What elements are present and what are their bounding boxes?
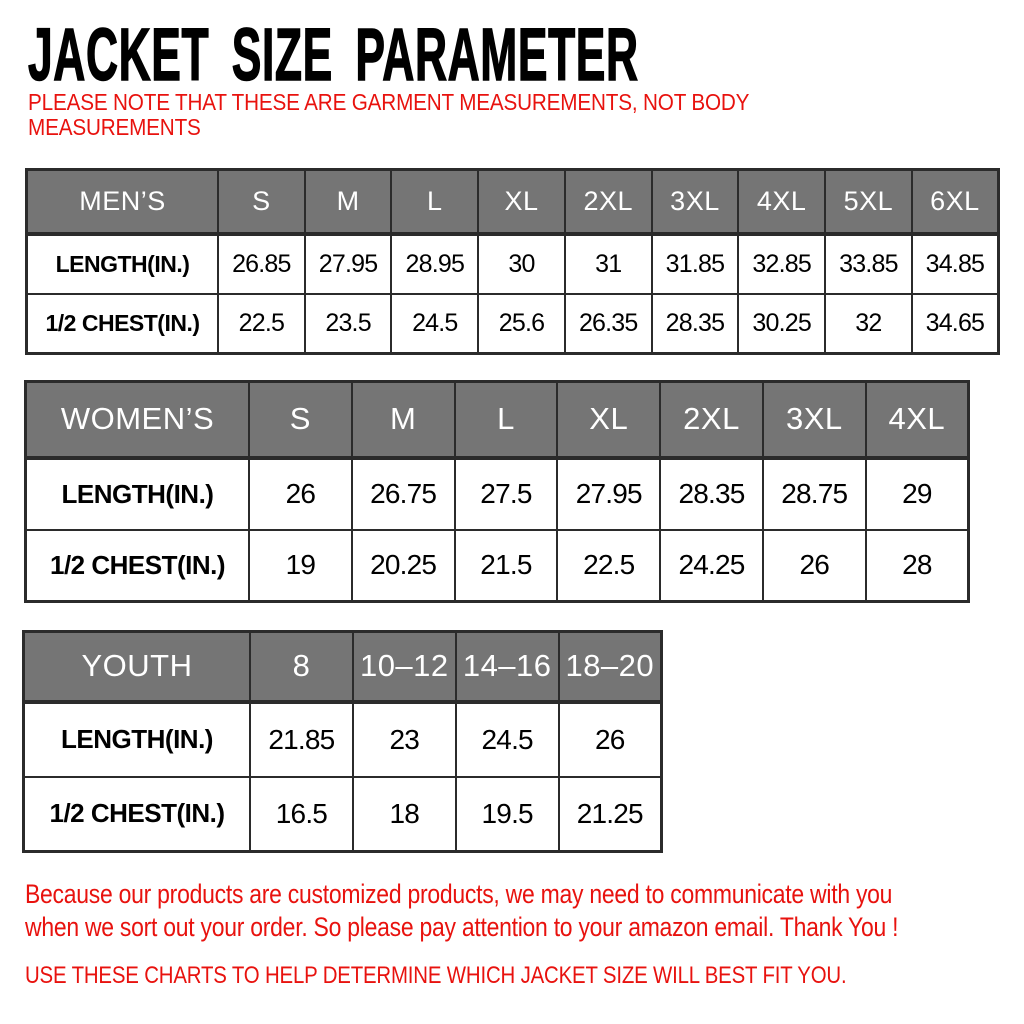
- measurement-value-cell: 33.85: [825, 234, 912, 294]
- measurement-row-label: 1/2 CHEST(IN.): [24, 777, 251, 852]
- measurement-value-cell: 34.85: [912, 234, 999, 294]
- size-column-header: 2XL: [660, 382, 763, 458]
- garment-measurement-note-line2: MEASUREMENTS: [28, 114, 201, 140]
- measurement-value-cell: 16.5: [250, 777, 353, 852]
- measurement-value-cell: 32: [825, 294, 912, 354]
- size-column-header: 3XL: [652, 170, 739, 234]
- measurement-value-cell: 22.5: [557, 530, 660, 602]
- measurement-value-cell: 26.35: [565, 294, 652, 354]
- fit-instruction-note: USE THESE CHARTS TO HELP DETERMINE WHICH JACKET SIZE WILL BEST FIT YOU.: [25, 962, 847, 989]
- table-group-header: WOMEN’S: [26, 382, 250, 458]
- size-column-header: 8: [250, 632, 353, 702]
- measurement-row: [27, 234, 999, 294]
- table-group-header: YOUTH: [24, 632, 251, 702]
- measurement-value-cell: 26.85: [218, 234, 305, 294]
- size-column-header: 4XL: [866, 382, 969, 458]
- measurement-value-cell: 28: [866, 530, 969, 602]
- customization-contact-note-line2: when we sort out your order. So please pay attention to your amazon email. Thank You !: [25, 912, 899, 942]
- measurement-row: [26, 530, 969, 602]
- measurement-value-cell: 26: [763, 530, 866, 602]
- measurement-row-label: LENGTH(IN.): [24, 702, 251, 777]
- measurement-value-cell: 19.5: [456, 777, 559, 852]
- measurement-row-label: 1/2 CHEST(IN.): [26, 530, 250, 602]
- size-column-header: XL: [557, 382, 660, 458]
- measurement-row-label: 1/2 CHEST(IN.): [27, 294, 219, 354]
- size-column-header: L: [455, 382, 558, 458]
- size-column-header: 6XL: [912, 170, 999, 234]
- measurement-value-cell: 28.35: [652, 294, 739, 354]
- measurement-value-cell: 27.95: [305, 234, 392, 294]
- garment-measurement-note: [28, 90, 749, 140]
- table-group-header: MEN’S: [27, 170, 219, 234]
- measurement-row-label: LENGTH(IN.): [27, 234, 219, 294]
- size-column-header: S: [249, 382, 352, 458]
- measurement-value-cell: 18: [353, 777, 456, 852]
- size-column-header: M: [352, 382, 455, 458]
- measurement-row: [27, 294, 999, 354]
- measurement-value-cell: 21.5: [455, 530, 558, 602]
- size-column-header: S: [218, 170, 305, 234]
- measurement-value-cell: 20.25: [352, 530, 455, 602]
- measurement-value-cell: 31.85: [652, 234, 739, 294]
- size-column-header: 5XL: [825, 170, 912, 234]
- page-title: [28, 13, 1024, 96]
- size-column-header: 10–12: [353, 632, 456, 702]
- size-column-header: 4XL: [738, 170, 825, 234]
- measurement-value-cell: 23.5: [305, 294, 392, 354]
- measurement-value-cell: 26.75: [352, 458, 455, 530]
- measurement-value-cell: 34.65: [912, 294, 999, 354]
- measurement-value-cell: 27.5: [455, 458, 558, 530]
- page-title-text: JACKET SIZE PARAMETER: [28, 13, 639, 96]
- customization-contact-note-line1: Because our products are customized products, we may need to communicate with you: [25, 879, 893, 909]
- womens-size-table: [24, 380, 970, 603]
- measurement-value-cell: 24.5: [456, 702, 559, 777]
- measurement-value-cell: 31: [565, 234, 652, 294]
- measurement-value-cell: 22.5: [218, 294, 305, 354]
- measurement-value-cell: 30.25: [738, 294, 825, 354]
- measurement-value-cell: 26: [559, 702, 662, 777]
- measurement-value-cell: 25.6: [478, 294, 565, 354]
- size-column-header: 3XL: [763, 382, 866, 458]
- measurement-value-cell: 21.25: [559, 777, 662, 852]
- size-column-header: 18–20: [559, 632, 662, 702]
- garment-measurement-note-line1: PLEASE NOTE THAT THESE ARE GARMENT MEASUREMENTS, NOT BODY: [28, 89, 750, 115]
- measurement-value-cell: 26: [249, 458, 352, 530]
- size-column-header: M: [305, 170, 392, 234]
- measurement-value-cell: 28.95: [391, 234, 478, 294]
- measurement-row: [24, 777, 662, 852]
- youth-size-table: [22, 630, 663, 853]
- measurement-value-cell: 28.75: [763, 458, 866, 530]
- size-column-header: L: [391, 170, 478, 234]
- size-column-header: 14–16: [456, 632, 559, 702]
- measurement-value-cell: 28.35: [660, 458, 763, 530]
- measurement-value-cell: 32.85: [738, 234, 825, 294]
- mens-size-table: [25, 168, 1000, 355]
- measurement-value-cell: 19: [249, 530, 352, 602]
- measurement-value-cell: 29: [866, 458, 969, 530]
- measurement-row-label: LENGTH(IN.): [26, 458, 250, 530]
- measurement-value-cell: 24.25: [660, 530, 763, 602]
- size-column-header: 2XL: [565, 170, 652, 234]
- measurement-value-cell: 27.95: [557, 458, 660, 530]
- measurement-row: [26, 458, 969, 530]
- customization-contact-note: [25, 878, 898, 944]
- measurement-value-cell: 30: [478, 234, 565, 294]
- measurement-row: [24, 702, 662, 777]
- measurement-value-cell: 24.5: [391, 294, 478, 354]
- size-column-header: XL: [478, 170, 565, 234]
- measurement-value-cell: 21.85: [250, 702, 353, 777]
- measurement-value-cell: 23: [353, 702, 456, 777]
